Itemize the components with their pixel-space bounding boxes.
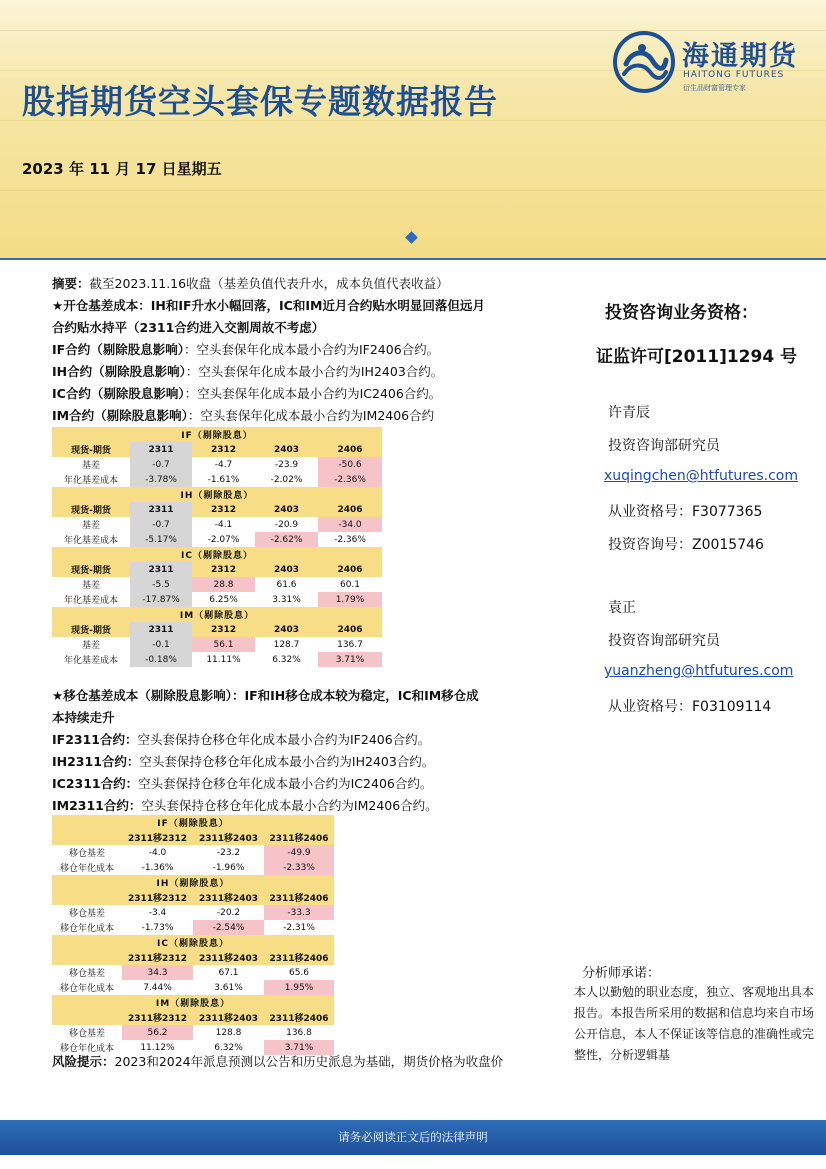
if-summary-text: ：空头套保年化成本最小合约为IF2406合约。 xyxy=(183,342,440,357)
table-cell: -5.5 xyxy=(130,577,192,592)
row-label: 移仓年化成本 xyxy=(59,984,114,994)
table-cell: -2.62% xyxy=(255,532,318,547)
open-cost-title-1: ★开仓基差成本：IH和IF升水小幅回落，IC和IM近月合约贴水明显回落但远月 xyxy=(52,298,485,313)
table-row xyxy=(52,517,382,532)
analyst-1-name: 许青辰 xyxy=(608,405,650,421)
table-header-cell: 2311移2406 xyxy=(264,890,334,905)
risk-warning xyxy=(52,1052,503,1070)
table-cell: 128.8 xyxy=(215,1027,242,1038)
table-header-cell: 现货-期货 xyxy=(52,442,130,457)
table-cell: 61.6 xyxy=(276,579,297,590)
open-cost-title-2: 合约贴水持平（2311合约进入交割周故不考虑） xyxy=(52,320,325,335)
table-cell: -33.3 xyxy=(264,905,334,920)
table-row xyxy=(52,592,382,607)
table-cell: -3.4 xyxy=(148,907,167,918)
table-section-title: IF（剔除股息） xyxy=(52,427,382,442)
table-section-title: IC（剔除股息） xyxy=(52,935,334,950)
row-label: 基差 xyxy=(81,641,100,651)
table-section-title: IF（剔除股息） xyxy=(52,815,334,830)
table-row xyxy=(52,1025,334,1040)
diamond-icon xyxy=(405,231,418,244)
table-row xyxy=(52,860,334,875)
row-label: 年化基差成本 xyxy=(63,596,118,606)
ih-roll-label: IH2311合约： xyxy=(52,754,140,769)
table-row xyxy=(52,920,334,935)
table-row xyxy=(52,905,334,920)
table-cell: -1.36% xyxy=(141,862,174,873)
analyst-1-cert: 从业资格号：F3077365 xyxy=(608,504,763,520)
table-header-cell: 2311移2312 xyxy=(122,950,193,965)
analyst-2-email-link[interactable]: yuanzheng@htfutures.com xyxy=(604,663,794,679)
logo-slogan: 衍生品财富管理专家 xyxy=(683,84,746,92)
im-summary xyxy=(52,406,434,424)
if-roll-text: 空头套保持仓移仓年化成本最小合约为IF2406合约。 xyxy=(137,732,431,747)
table-cell: -23.2 xyxy=(216,847,241,858)
table-row xyxy=(52,845,334,860)
analyst-pledge-title: 分析师承诺： xyxy=(582,966,661,981)
company-logo xyxy=(612,30,802,100)
table-header-cell: 2406 xyxy=(318,502,382,517)
row-label: 年化基差成本 xyxy=(63,536,118,546)
ih-summary xyxy=(52,362,443,380)
table-header-cell xyxy=(52,1010,122,1025)
table-cell: -3.78% xyxy=(130,472,192,487)
analyst-1-consult: 投资咨询号：Z0015746 xyxy=(608,537,764,553)
table-row xyxy=(52,577,382,592)
ic-summary xyxy=(52,384,441,402)
table-header-cell: 2406 xyxy=(318,442,382,457)
table-cell: -4.0 xyxy=(148,847,167,858)
table-header-cell: 2311移2312 xyxy=(122,830,193,845)
table-header-cell: 2311移2403 xyxy=(193,830,264,845)
table-cell: -2.36% xyxy=(318,472,382,487)
ih-roll-summary xyxy=(52,752,434,770)
logo-english-name: HAITONG FUTURES xyxy=(683,70,785,80)
table-cell: -20.9 xyxy=(274,519,299,530)
table-cell: 6.25% xyxy=(209,594,238,605)
open-basis-cost-table xyxy=(52,427,382,667)
analyst-1-email-link[interactable]: xuqingchen@htfutures.com xyxy=(604,468,798,484)
row-label: 移仓基差 xyxy=(68,909,105,919)
table-cell: -49.9 xyxy=(264,845,334,860)
table-cell: -2.36% xyxy=(334,534,366,545)
analyst-2-name: 袁正 xyxy=(608,600,636,616)
roll-cost-title-2: 本持续走升 xyxy=(52,710,115,725)
ic-roll-text: 空头套保持仓移仓年化成本最小合约为IC2406合约。 xyxy=(138,776,433,791)
table-cell: 6.32% xyxy=(214,1042,243,1053)
table-header-cell xyxy=(52,950,122,965)
table-header-cell: 2403 xyxy=(255,562,318,577)
ih-roll-text: 空头套保持仓移仓年化成本最小合约为IH2403合约。 xyxy=(139,754,435,769)
table-cell: 3.71% xyxy=(318,652,382,667)
table-cell: 7.44% xyxy=(143,982,172,993)
table-header-cell: 2403 xyxy=(255,442,318,457)
ih-summary-text: ：空头套保年化成本最小合约为IH2403合约。 xyxy=(185,364,444,379)
im-roll-text: 空头套保持仓移仓年化成本最小合约为IM2406合约。 xyxy=(141,798,438,813)
table-section-title: IH（剔除股息） xyxy=(52,875,334,890)
im-summary-label: IM合约（剔除股息影响） xyxy=(52,408,188,423)
table-cell: 56.1 xyxy=(192,637,255,652)
table-row xyxy=(52,980,334,995)
table-cell: -0.1 xyxy=(130,637,192,652)
row-label: 基差 xyxy=(81,521,100,531)
table-header-cell: 2312 xyxy=(192,622,255,637)
table-header-cell: 2406 xyxy=(318,562,382,577)
page-bottom xyxy=(0,1155,826,1169)
table-cell: -23.9 xyxy=(274,459,299,470)
row-label: 年化基差成本 xyxy=(63,656,118,666)
table-header-cell: 2403 xyxy=(255,622,318,637)
table-cell: 28.8 xyxy=(192,577,255,592)
ic-roll-summary xyxy=(52,774,432,792)
im-roll-label: IM2311合约： xyxy=(52,798,142,813)
table-cell: 128.7 xyxy=(273,639,300,650)
table-section-title: IC（剔除股息） xyxy=(52,547,382,562)
table-cell: -0.7 xyxy=(130,457,192,472)
table-cell: 1.95% xyxy=(264,980,334,995)
table-header-cell: 2311移2406 xyxy=(264,1010,334,1025)
row-label: 移仓基差 xyxy=(68,969,105,979)
table-cell: 11.11% xyxy=(206,654,241,665)
table-header-cell: 2312 xyxy=(192,502,255,517)
table-cell: 136.7 xyxy=(337,639,363,650)
table-header-cell: 2311移2406 xyxy=(264,830,334,845)
table-cell: 60.1 xyxy=(339,579,361,590)
ih-summary-label: IH合约（剔除股息影响） xyxy=(52,364,186,379)
table-header-cell: 2311 xyxy=(130,622,192,637)
table-header-cell: 2311移2403 xyxy=(193,1010,264,1025)
table-header-cell: 2311移2403 xyxy=(193,890,264,905)
analyst-2-role: 投资咨询部研究员 xyxy=(608,633,720,649)
table-section-title: IH（剔除股息） xyxy=(52,487,382,502)
table-cell: 3.61% xyxy=(214,982,243,993)
table-cell: -4.1 xyxy=(214,519,233,530)
report-title: 股指期货空头套保专题数据报告 xyxy=(22,82,498,121)
table-cell: 11.12% xyxy=(140,1042,175,1053)
table-cell: 3.31% xyxy=(272,594,301,605)
im-roll-summary xyxy=(52,796,438,814)
roll-basis-cost-table xyxy=(52,815,334,1055)
table-cell: -2.33% xyxy=(264,860,334,875)
table-cell: -5.17% xyxy=(130,532,192,547)
table-header-cell: 2311 xyxy=(130,562,192,577)
row-label: 移仓基差 xyxy=(68,1029,105,1039)
table-cell: -20.2 xyxy=(216,907,241,918)
table-header-cell: 2312 xyxy=(192,562,255,577)
table-section-title: IM（剔除股息） xyxy=(52,607,382,622)
qualification-title: 投资咨询业务资格： xyxy=(605,303,758,323)
analyst-pledge-text: 本人以勤勉的职业态度，独立、客观地出具本报告。本报告所采用的数据和信息均来自市场公开信息，本人不保证该等信息的准确性或完整性，分析逻辑基 xyxy=(574,985,814,1062)
summary-text: 截至2023.11.16收盘（基差负值代表升水，成本负值代表收益） xyxy=(89,276,449,291)
risk-label: 风险提示： xyxy=(52,1054,115,1069)
table-cell: -2.02% xyxy=(270,474,303,485)
table-cell: 34.3 xyxy=(122,965,193,980)
table-header-cell: 2311 xyxy=(130,442,192,457)
summary-line xyxy=(52,274,449,292)
legal-footer: 请务必阅读正文后的法律声明 xyxy=(0,1121,826,1155)
row-label: 基差 xyxy=(81,461,100,471)
table-cell: -2.54% xyxy=(193,920,264,935)
ic-summary-text: ：空头套保年化成本最小合约为IC2406合约。 xyxy=(184,386,442,401)
table-header-cell: 2311移2403 xyxy=(193,950,264,965)
if-roll-label: IF2311合约： xyxy=(52,732,138,747)
table-cell: -34.0 xyxy=(318,517,382,532)
im-summary-text: ：空头套保年化成本最小合约为IM2406合约 xyxy=(187,408,435,423)
summary-label: 摘要： xyxy=(52,276,90,291)
table-cell: -17.87% xyxy=(130,592,192,607)
if-roll-summary xyxy=(52,730,430,748)
table-row xyxy=(52,457,382,472)
ic-summary-label: IC合约（剔除股息影响） xyxy=(52,386,185,401)
table-cell: -1.73% xyxy=(141,922,174,933)
table-cell: -1.61% xyxy=(207,474,240,485)
table-cell: -2.07% xyxy=(207,534,240,545)
analyst-1-role: 投资咨询部研究员 xyxy=(608,438,720,454)
risk-text: 2023和2024年派息预测以公告和历史派息为基础，期货价格为收盘价 xyxy=(114,1054,504,1069)
ic-roll-label: IC2311合约： xyxy=(52,776,139,791)
table-cell: -0.18% xyxy=(130,652,192,667)
row-label: 移仓年化成本 xyxy=(59,924,114,934)
row-label: 年化基差成本 xyxy=(63,476,118,486)
table-cell: -1.96% xyxy=(212,862,245,873)
table-header-cell: 2403 xyxy=(255,502,318,517)
table-header-cell: 2311 xyxy=(130,502,192,517)
table-row xyxy=(52,652,382,667)
table-header-cell: 2311移2312 xyxy=(122,1010,193,1025)
table-section-title: IM（剔除股息） xyxy=(52,995,334,1010)
table-cell: 1.79% xyxy=(318,592,382,607)
table-row xyxy=(52,965,334,980)
table-cell: -4.7 xyxy=(214,459,233,470)
row-label: 基差 xyxy=(81,581,100,591)
table-header-cell: 现货-期货 xyxy=(52,562,130,577)
table-header-cell: 2311移2312 xyxy=(122,890,193,905)
haitong-logo-icon xyxy=(612,30,676,94)
table-header-cell xyxy=(52,830,122,845)
analyst-2-cert: 从业资格号：F03109114 xyxy=(608,699,772,715)
report-header xyxy=(0,0,826,258)
table-cell: 6.32% xyxy=(272,654,301,665)
header-divider xyxy=(0,258,826,260)
table-header-cell: 2312 xyxy=(192,442,255,457)
if-summary xyxy=(52,340,439,358)
logo-chinese-name: 海通期货 xyxy=(682,41,798,72)
table-row xyxy=(52,472,382,487)
table-header-cell xyxy=(52,890,122,905)
table-row xyxy=(52,532,382,547)
table-cell: 67.1 xyxy=(218,967,239,978)
table-cell: -0.7 xyxy=(130,517,192,532)
row-label: 移仓年化成本 xyxy=(59,864,114,874)
roll-cost-title-1: ★移仓基差成本（剔除股息影响）：IF和IH移仓成本较为稳定，IC和IM移仓成 xyxy=(52,688,479,703)
row-label: 移仓年化成本 xyxy=(59,1044,114,1054)
if-summary-label: IF合约（剔除股息影响） xyxy=(52,342,184,357)
table-header-cell: 2311移2406 xyxy=(264,950,334,965)
table-cell: 65.6 xyxy=(288,967,310,978)
table-cell: 56.2 xyxy=(122,1025,193,1040)
table-header-cell: 现货-期货 xyxy=(52,502,130,517)
table-row xyxy=(52,637,382,652)
license-number: 证监许可[2011]1294 号 xyxy=(596,347,798,367)
table-cell: 3.71% xyxy=(264,1040,334,1055)
table-cell: -50.6 xyxy=(318,457,382,472)
table-header-cell: 2406 xyxy=(318,622,382,637)
table-cell: -2.31% xyxy=(283,922,315,933)
table-header-cell: 现货-期货 xyxy=(52,622,130,637)
report-date: 2023 年 11 月 17 日星期五 xyxy=(22,160,222,178)
row-label: 移仓基差 xyxy=(68,849,105,859)
table-cell: 136.8 xyxy=(286,1027,312,1038)
